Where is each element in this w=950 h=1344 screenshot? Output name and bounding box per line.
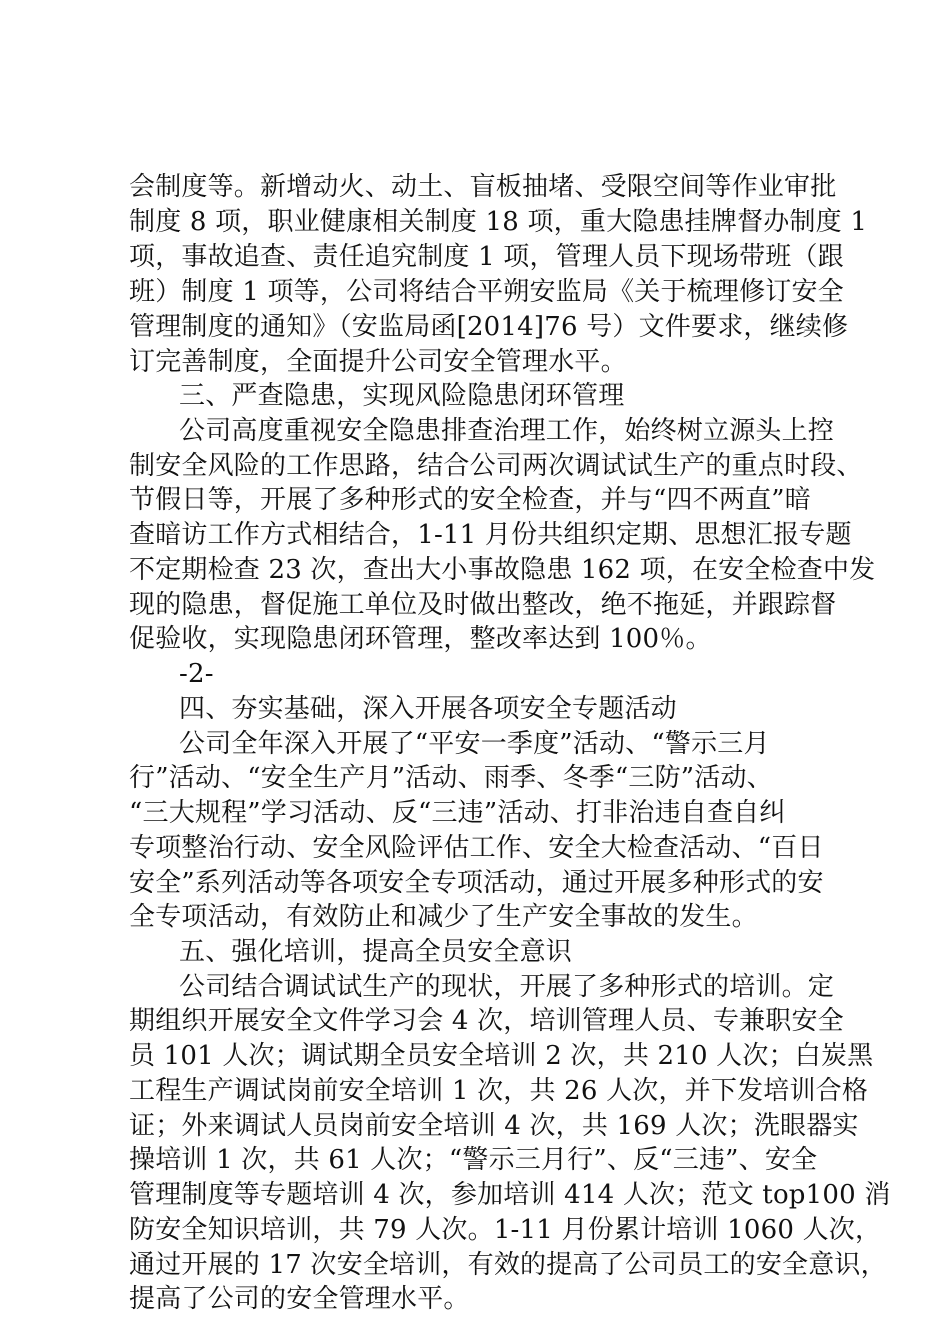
section-heading: 五、强化培训，提高全员安全意识 [179,937,573,967]
paragraph-line: 提高了公司的安全管理水平。 [129,1284,470,1314]
paragraph-line: 项，事故追查、责任追究制度 1 项，管理人员下现场带班（跟 [129,242,844,272]
paragraph-line: 通过开展的 17 次安全培训，有效的提高了公司员工的安全意识， [129,1250,887,1280]
paragraph-line: 工程生产调试岗前安全培训 1 次，共 26 人次，并下发培训合格 [129,1076,869,1106]
paragraph-line: 制安全风险的工作思路，结合公司两次调试试生产的重点时段、 [129,451,863,481]
paragraph-line: 会制度等。新增动火、动土、盲板抽堵、受限空间等作业审批 [129,172,837,202]
paragraph-line: 公司全年深入开展了“平安一季度”活动、“警示三月 [179,729,770,759]
inline-page-marker: -2- [179,659,214,689]
section-heading: 三、严查隐患，实现风险隐患闭环管理 [179,381,625,411]
paragraph-line: 管理制度的通知》（安监局函[2014]76 号）文件要求，继续修 [129,312,849,342]
paragraph-line: 班）制度 1 项等，公司将结合平朔安监局《关于梳理修订安全 [129,277,844,307]
section-heading: 四、夯实基础，深入开展各项安全专题活动 [179,694,677,724]
paragraph-line: 操培训 1 次，共 61 人次；“警示三月行”、反“三违”、安全 [129,1145,818,1175]
paragraph-line: 不定期检查 23 次，查出大小事故隐患 162 项，在安全检查中发 [129,555,876,585]
paragraph-line: 现的隐患，督促施工单位及时做出整改，绝不拖延，并跟踪督 [129,590,837,620]
paragraph-line: 全专项活动，有效防止和减少了生产安全事故的发生。 [129,902,758,932]
paragraph-line: 期组织开展安全文件学习会 4 次，培训管理人员、专兼职安全 [129,1006,844,1036]
paragraph-line: 防安全知识培训，共 79 人次。1-11 月份累计培训 1060 人次， [129,1215,882,1245]
paragraph-line: 公司结合调试试生产的现状，开展了多种形式的培训。定 [179,972,835,1002]
paragraph-line: 订完善制度，全面提升公司安全管理水平。 [129,347,627,377]
paragraph-line: 行”活动、“安全生产月”活动、雨季、冬季“三防”活动、 [129,763,773,793]
paragraph-line: 管理制度等专题培训 4 次，参加培训 414 人次；范文 top100 消 [129,1180,891,1210]
paragraph-line: 制度 8 项，职业健康相关制度 18 项，重大隐患挂牌督办制度 1 [129,207,868,237]
paragraph-line: 节假日等，开展了多种形式的安全检查，并与“四不两直”暗 [129,485,811,515]
paragraph-line: 员 101 人次；调试期全员安全培训 2 次，共 210 人次；白炭黑 [129,1041,874,1071]
paragraph-line: 查暗访工作方式相结合，1-11 月份共组织定期、思想汇报专题 [129,520,852,550]
paragraph-line: 专项整治行动、安全风险评估工作、安全大检查活动、“百日 [129,833,824,863]
paragraph-line: 安全”系列活动等各项安全专项活动，通过开展多种形式的安 [129,868,824,898]
paragraph-line: 公司高度重视安全隐患排查治理工作，始终树立源头上控 [179,416,835,446]
paragraph-line: 促验收，实现隐患闭环管理，整改率达到 100％。 [129,624,712,654]
paragraph-line: 证；外来调试人员岗前安全培训 4 次，共 169 人次；洗眼器实 [129,1111,859,1141]
paragraph-line: “三大规程”学习活动、反“三违”活动、打非治违自查自纠 [129,798,786,828]
